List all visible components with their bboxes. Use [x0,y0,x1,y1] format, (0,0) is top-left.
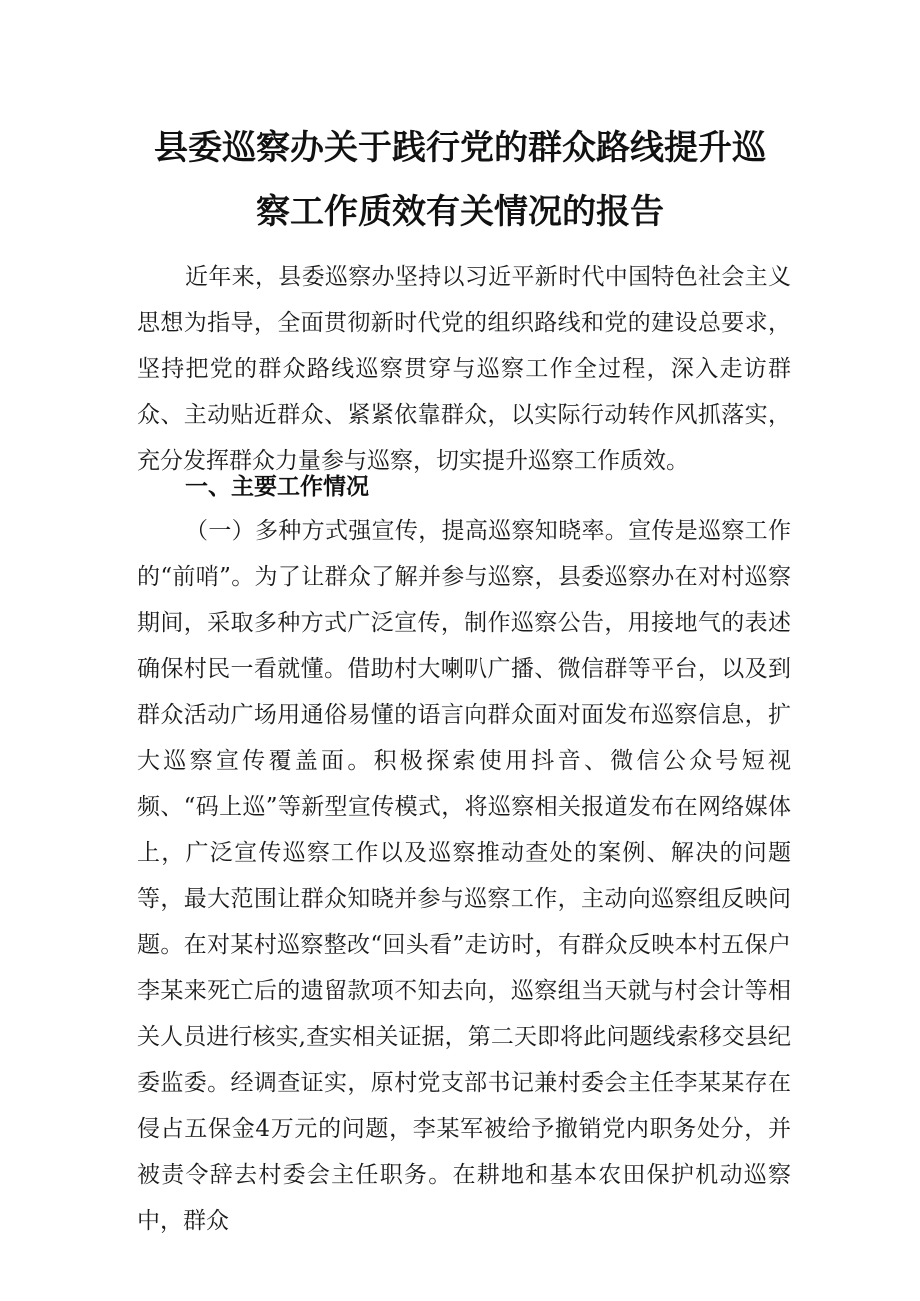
document-title-line-2: 察工作质效有关情况的报告 [256,192,664,232]
document-title-line-1: 县委巡察办关于践行党的群众路线提升巡 [154,128,766,168]
section-paragraph: （一）多种方式强宣传，提高巡察知晓率。宣传是巡察工作的“前哨”。为了让群众了解并参与巡察，县委巡察办在对村巡察期间，采取多种方式广泛宣传，制作巡察公告，用接地气的表述确保村民一看就懂。借助村大喇叭广播、微信群等平台，以及到群众活动广场用通俗易懂的语言向群众面对面发布巡察信息，扩大巡察宣传覆盖面。积极探索使用抖音、微信公众号短视频、“码上巡”等新型宣传模式，将巡察相关报道发布在网络媒体上，广泛宣传巡察工作以及巡察推动查处的案例、解决的问题等，最大范围让群众知晓并参与巡察工作，主动向巡察组反映问题。在对某村巡察整改“回头看”走访时，有群众反映本村五保户李某来死亡后的遗留款项不知去向，巡察组当天就与村会计等相关人员进行核实,查实相关证据，第二天即将此问题线索移交县纪委监委。经调查证实，原村党支部书记兼村委会主任李某某存在侵占五保金4万元的问题，李某军被给予撤销党内职务处分，并被责令辞去村委会主任职务。在耕地和基本农田保护机动巡察中，群众 [137,518,791,1234]
intro-paragraph: 近年来，县委巡察办坚持以习近平新时代中国特色社会主义思想为指导，全面贯彻新时代党的组织路线和党的建设总要求，坚持把党的群众路线巡察贯穿与巡察工作全过程，深入走访群众、主动贴近群众、紧紧依靠群众，以实际行动转作风抓落实，充分发挥群众力量参与巡察，切实提升巡察工作质效。 [137,264,791,474]
section-heading: 一、主要工作情况 [185,474,369,500]
